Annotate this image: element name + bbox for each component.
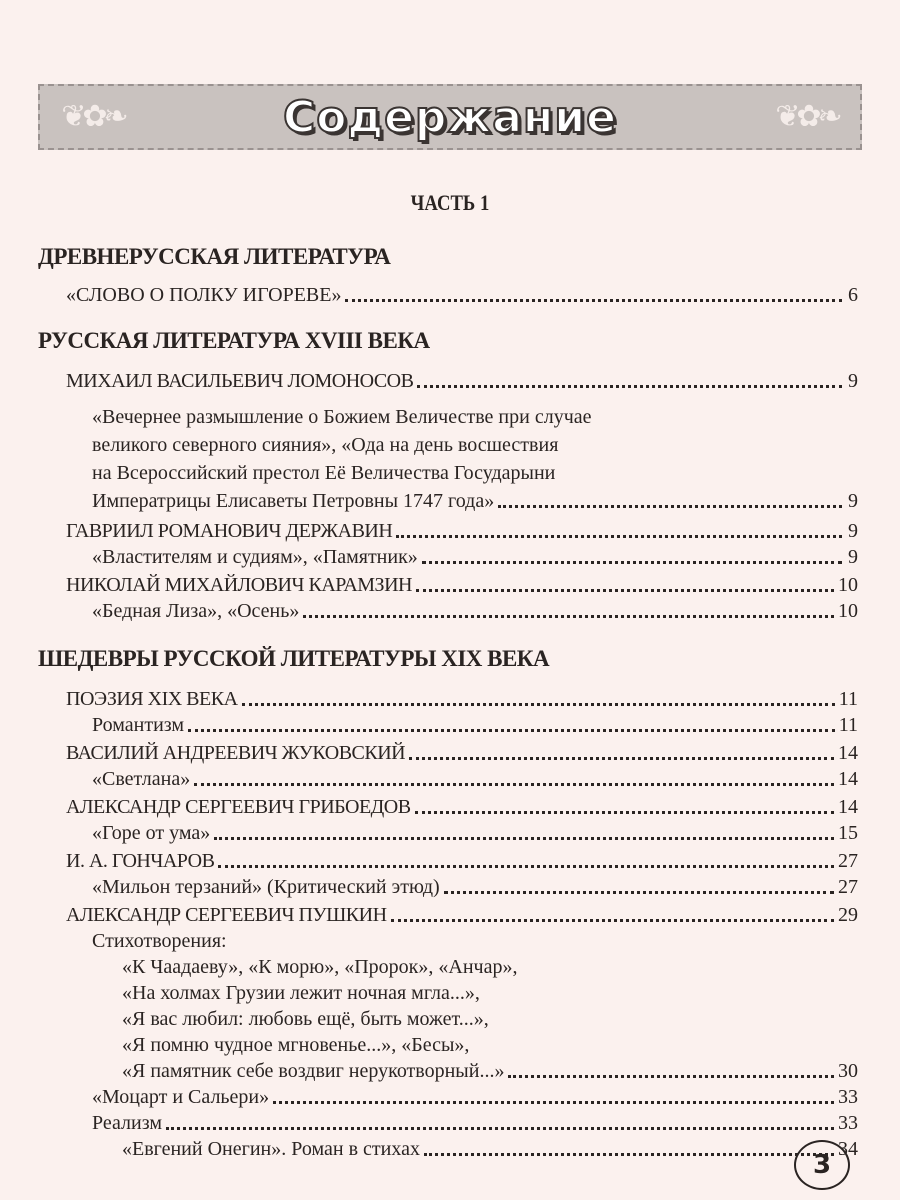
dot-leader — [424, 1153, 834, 1156]
toc-entry-title: «Вечернее размышление о Божием Величестве при случае — [92, 406, 592, 428]
toc-entry-title: «Моцарт и Сальери» — [92, 1086, 270, 1108]
toc-entry-title: «К Чаадаеву», «К морю», «Пророк», «Анчар», — [122, 956, 518, 978]
toc-entry-title: АЛЕКСАНДР СЕРГЕЕВИЧ ПУШКИН — [66, 904, 387, 926]
toc-entry-page: 27 — [838, 850, 858, 872]
toc-entry — [92, 820, 858, 846]
section-heading — [38, 244, 390, 270]
toc-entry — [92, 488, 858, 514]
toc-entry — [66, 686, 858, 712]
dot-leader — [242, 703, 835, 706]
toc-entry — [66, 902, 858, 928]
toc-entry-page: 10 — [838, 574, 858, 596]
toc-entry-page: 9 — [848, 370, 858, 392]
toc-entry — [66, 848, 858, 874]
dot-leader — [417, 385, 842, 388]
dot-leader — [416, 589, 834, 592]
dot-leader — [415, 811, 834, 814]
toc-entry-title: Императрицы Елисаветы Петровны 1747 года» — [92, 490, 495, 512]
dot-leader — [444, 891, 834, 894]
toc-entry — [92, 928, 227, 954]
toc-entry-page: 27 — [838, 876, 858, 898]
toc-entry-title: АЛЕКСАНДР СЕРГЕЕВИЧ ГРИБОЕДОВ — [66, 796, 411, 818]
toc-entry — [66, 282, 858, 308]
toc-entry-title: НИКОЛАЙ МИХАЙЛОВИЧ КАРАМЗИН — [66, 574, 412, 596]
toc-entry — [66, 518, 858, 544]
toc-entry-page: 6 — [848, 284, 858, 306]
toc-entry — [92, 1110, 858, 1136]
toc-entry-page: 11 — [838, 688, 858, 710]
toc-entry-page: 15 — [838, 822, 858, 844]
toc-entry-title: «Я памятник себе воздвиг нерукотворный...» — [122, 1060, 505, 1082]
toc-entry — [92, 544, 858, 570]
toc-entry — [66, 572, 858, 598]
toc-entry-page: 14 — [838, 768, 858, 790]
dot-leader — [273, 1101, 834, 1104]
dot-leader — [345, 299, 842, 302]
toc-entry — [66, 740, 858, 766]
toc-entry-page: 33 — [838, 1086, 858, 1108]
toc-entry-page: 14 — [838, 796, 858, 818]
toc-entry-page: 11 — [838, 714, 858, 736]
toc-entry — [122, 1136, 858, 1162]
section-heading — [38, 328, 430, 354]
dot-leader — [508, 1075, 834, 1078]
toc-entry-page: 9 — [848, 546, 858, 568]
toc-entry-title: «Я вас любил: любовь ещё, быть может...», — [122, 1008, 489, 1030]
toc-entry-page: 34 — [838, 1138, 858, 1160]
toc-entry-title: «Светлана» — [92, 768, 191, 790]
floral-ornament-icon: ❦✿❧ — [61, 100, 125, 133]
toc-entry-title: «Бедная Лиза», «Осень» — [92, 600, 300, 622]
toc-entry-title: ГАВРИИЛ РОМАНОВИЧ ДЕРЖАВИН — [66, 520, 393, 542]
toc-entry-title: «На холмах Грузии лежит ночная мгла...», — [122, 982, 480, 1004]
toc-entry-title: ВАСИЛИЙ АНДРЕЕВИЧ ЖУКОВСКИЙ — [66, 742, 406, 764]
toc-entry-page: 9 — [848, 520, 858, 542]
toc-entry — [92, 874, 858, 900]
part-heading: ЧАСТЬ 1 — [410, 190, 490, 215]
toc-entry — [122, 980, 480, 1006]
toc-entry-title: великого северного сияния», «Ода на день восшествия — [92, 434, 559, 456]
toc-entry-title: Романтизм — [92, 714, 185, 736]
toc-entry-title: РУССКАЯ ЛИТЕРАТУРА XVIII ВЕКА — [38, 328, 430, 353]
toc-entry-page: 30 — [838, 1060, 858, 1082]
dot-leader — [409, 757, 834, 760]
dot-leader — [422, 561, 842, 564]
toc-entry-title: «Горе от ума» — [92, 822, 211, 844]
toc-entry-title: ШЕДЕВРЫ РУССКОЙ ЛИТЕРАТУРЫ XIX ВЕКА — [38, 646, 550, 671]
toc-entry-title: ДРЕВНЕРУССКАЯ ЛИТЕРАТУРА — [38, 244, 391, 269]
dot-leader — [391, 919, 834, 922]
toc-entry-title: Стихотворения: — [92, 930, 227, 952]
toc-entry — [122, 954, 517, 980]
toc-entry-title: И. А. ГОНЧАРОВ — [66, 850, 215, 872]
toc-entry — [122, 1058, 858, 1084]
toc-entry — [92, 1084, 858, 1110]
dot-leader — [498, 505, 842, 508]
toc-entry — [92, 432, 558, 458]
toc-entry — [122, 1006, 489, 1032]
toc-entry — [92, 404, 592, 430]
contents-banner — [38, 84, 862, 150]
dot-leader — [188, 729, 835, 732]
floral-ornament-icon: ❦✿❧ — [775, 100, 839, 133]
dot-leader — [194, 783, 834, 786]
toc-entry-title: «СЛОВО О ПОЛКУ ИГОРЕВЕ» — [66, 284, 342, 306]
toc-entry-title: ПОЭЗИЯ XIX ВЕКА — [66, 688, 238, 710]
toc-entry-title: «Мильон терзаний» (Критический этюд) — [92, 876, 440, 898]
toc-entry — [92, 712, 858, 738]
toc-entry — [92, 766, 858, 792]
page-number: 3 — [794, 1140, 850, 1190]
toc-entry-page: 29 — [838, 904, 858, 926]
toc-entry — [122, 1032, 469, 1058]
toc-entry — [92, 460, 555, 486]
toc-entry — [66, 794, 858, 820]
dot-leader — [214, 837, 834, 840]
toc-entry-title: Реализм — [92, 1112, 162, 1134]
dot-leader — [218, 865, 834, 868]
toc-entry-page: 14 — [838, 742, 858, 764]
toc-entry-title: «Властителям и судиям», «Памятник» — [92, 546, 418, 568]
toc-entry-title: на Всероссийский престол Её Величества Государыни — [92, 462, 556, 484]
contents-title: Содержание — [283, 91, 617, 143]
toc-entry-page: 9 — [848, 490, 858, 512]
toc-entry — [92, 598, 858, 624]
toc-entry-page: 10 — [838, 600, 858, 622]
toc-entry — [66, 368, 858, 394]
section-heading — [38, 646, 549, 672]
dot-leader — [303, 615, 834, 618]
toc-entry-title: «Я помню чудное мгновенье...», «Бесы», — [122, 1034, 470, 1056]
toc-entry-title: «Евгений Онегин». Роман в стихах — [122, 1138, 420, 1160]
toc-entry-page: 33 — [838, 1112, 858, 1134]
dot-leader — [166, 1127, 834, 1130]
toc-entry-title: МИХАИЛ ВАСИЛЬЕВИЧ ЛОМОНОСОВ — [66, 370, 414, 392]
dot-leader — [396, 535, 842, 538]
